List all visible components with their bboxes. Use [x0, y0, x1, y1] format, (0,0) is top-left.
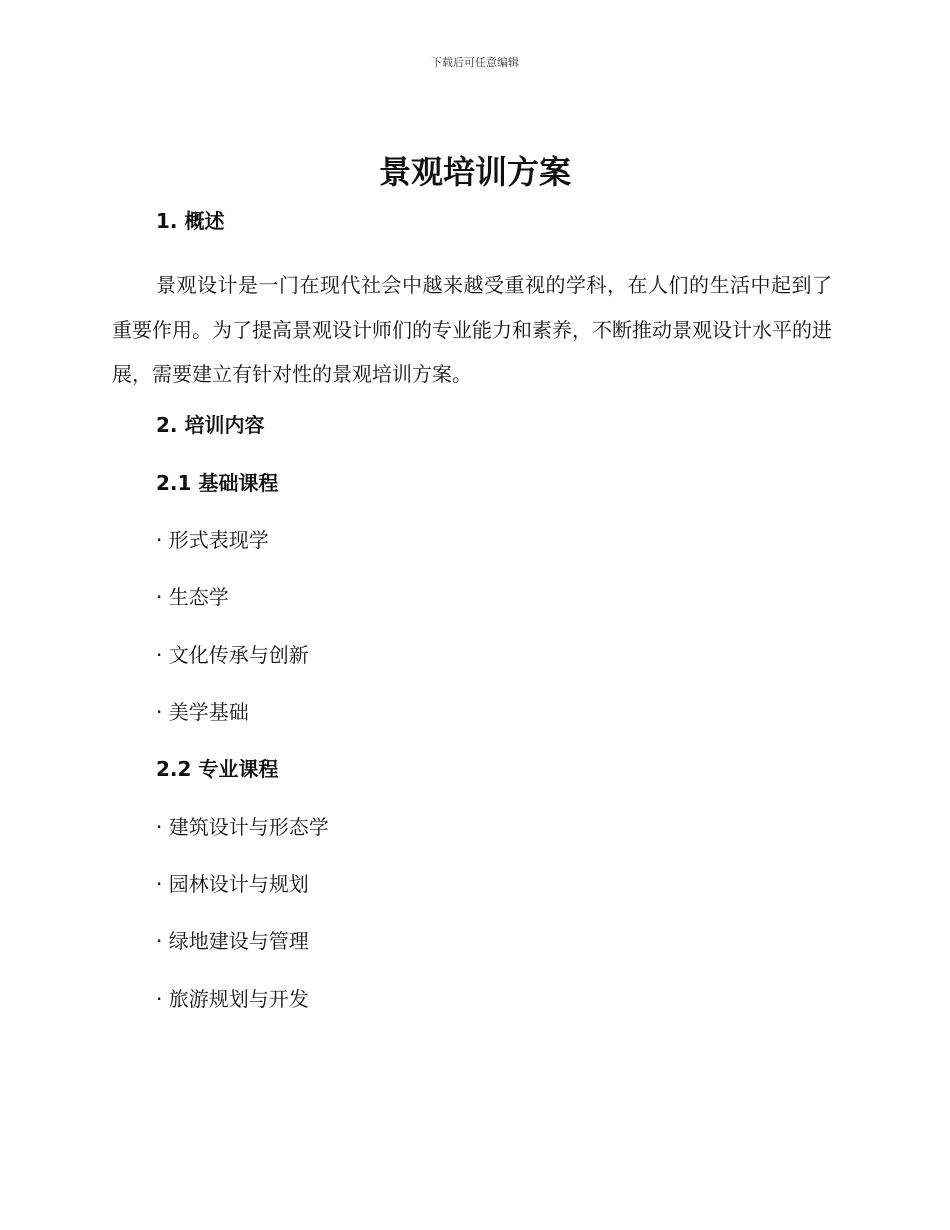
list-item: · 园林设计与规划 — [156, 872, 309, 896]
professional-courses-heading: 2.2 专业课程 — [156, 757, 279, 781]
list-item: · 绿地建设与管理 — [156, 929, 309, 953]
overview-paragraph: 景观设计是一门在现代社会中越来越受重视的学科，在人们的生活中起到了重要作用。为了提高景观设计师们的专业能力和素养，不断推动景观设计水平的进展，需要建立有针对性的景观培训方案。 — [112, 273, 832, 386]
basic-courses-heading: 2.1 基础课程 — [156, 471, 279, 495]
list-item: · 生态学 — [156, 585, 229, 609]
document-title: 景观培训方案 — [378, 153, 571, 191]
list-item: · 文化传承与创新 — [156, 643, 309, 667]
section-overview-heading: 1. 概述 — [156, 209, 225, 233]
header-note: 下载后可任意编辑 — [431, 56, 519, 69]
list-item: · 旅游规划与开发 — [156, 987, 309, 1011]
list-item: · 建筑设计与形态学 — [156, 815, 329, 839]
section-content-heading: 2. 培训内容 — [156, 413, 265, 437]
list-item: · 形式表现学 — [156, 528, 269, 552]
list-item: · 美学基础 — [156, 700, 249, 724]
